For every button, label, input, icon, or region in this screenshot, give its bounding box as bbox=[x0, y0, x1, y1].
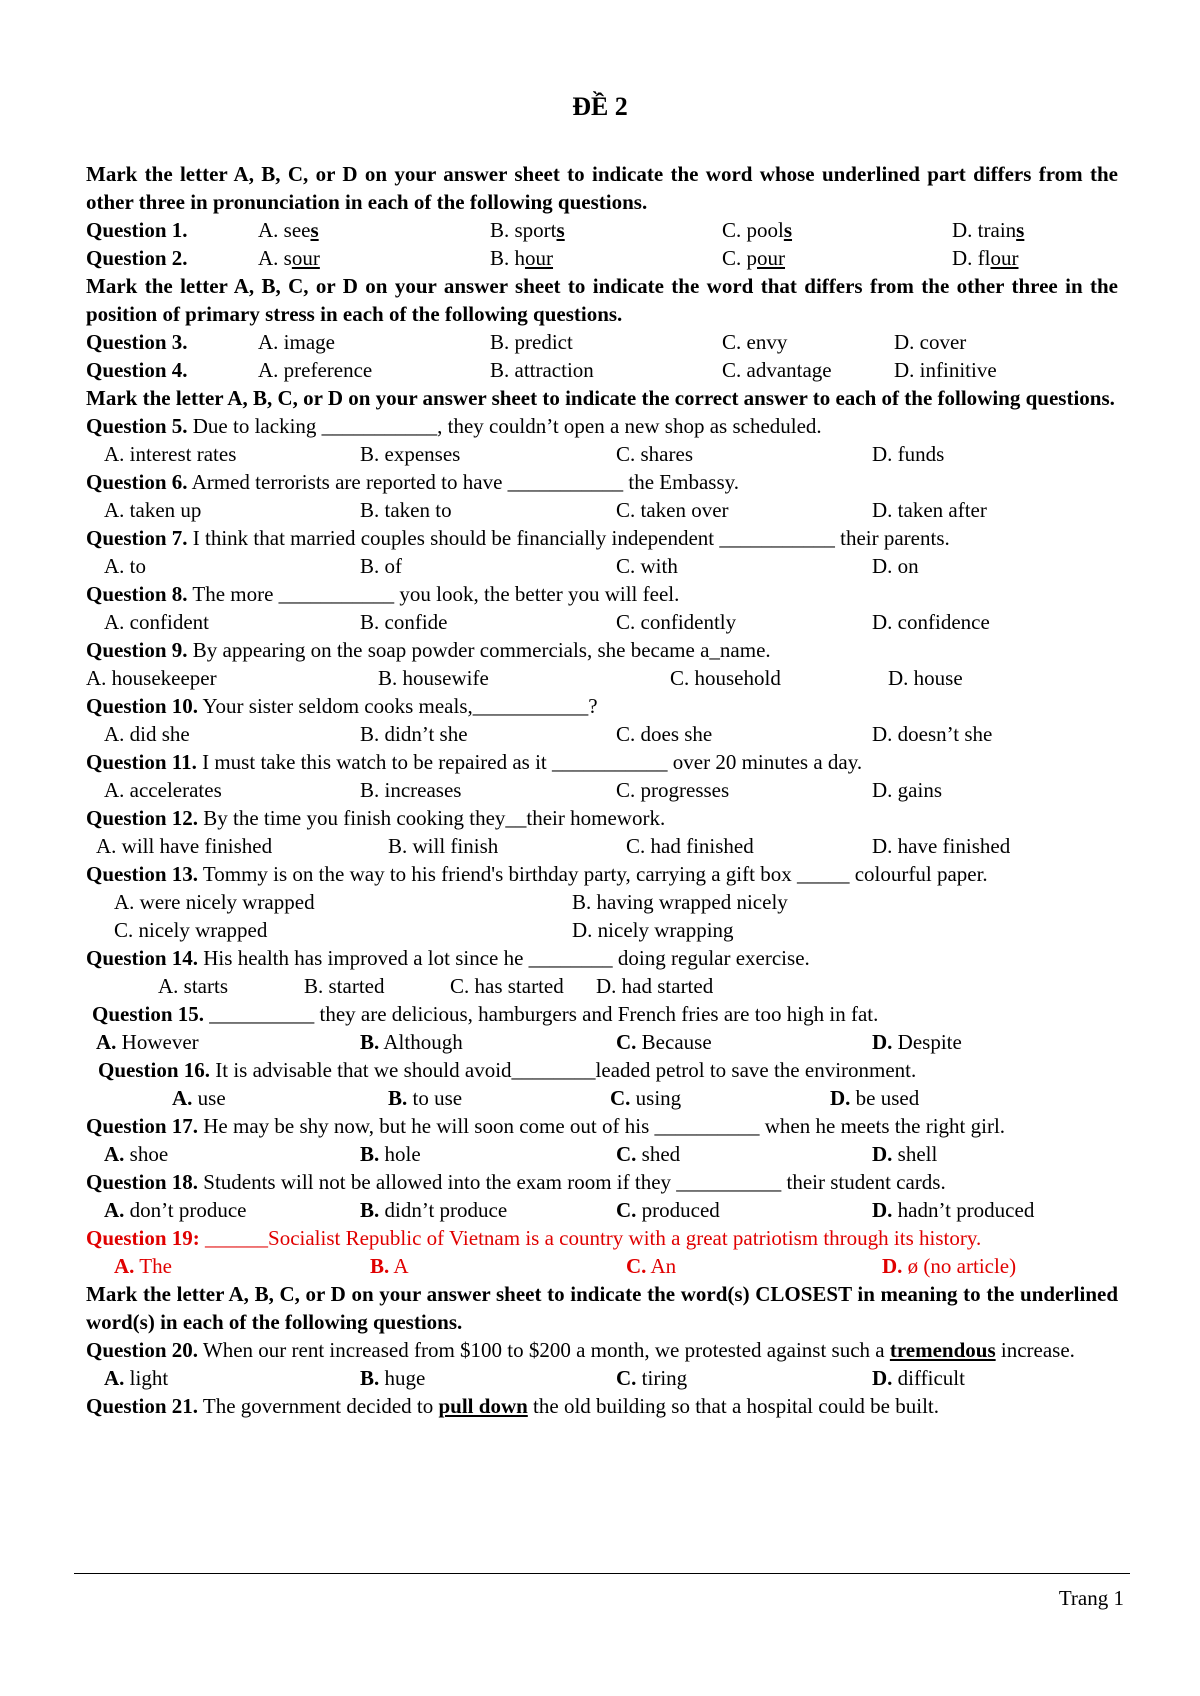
option-a[interactable]: A. did she bbox=[104, 722, 190, 746]
option-d[interactable]: D. ø (no article) bbox=[882, 1254, 1017, 1278]
option-d[interactable]: D. difficult bbox=[872, 1366, 965, 1390]
question-18: Question 18. Students will not be allowed into the exam room if they __________ their student cards. bbox=[86, 1170, 946, 1194]
option-d[interactable]: D. flour bbox=[952, 246, 1019, 270]
instruction-correct-answer: Mark the letter A, B, C, or D on your answer sheet to indicate the correct answer to each of the following questions. bbox=[86, 386, 1115, 410]
question-16-options bbox=[86, 1084, 1118, 1112]
question-7: Question 7. I think that married couples should be financially independent ___________ their parents. bbox=[86, 526, 950, 550]
question-7-options bbox=[86, 552, 1118, 580]
option-c[interactable]: C. confidently bbox=[616, 610, 737, 634]
option-b[interactable]: B. confide bbox=[360, 610, 448, 634]
question-13: Question 13. Tommy is on the way to his friend's birthday party, carrying a gift box _____ colourful paper. bbox=[86, 862, 988, 886]
option-d[interactable]: D. house bbox=[888, 666, 963, 690]
option-d[interactable]: D. have finished bbox=[872, 834, 1011, 858]
option-c[interactable]: C. pour bbox=[722, 246, 786, 270]
option-c[interactable]: C. taken over bbox=[616, 498, 729, 522]
option-d[interactable]: D. had started bbox=[596, 974, 714, 998]
question-6-options bbox=[86, 496, 1118, 524]
question-10: Question 10. Your sister seldom cooks meals,___________? bbox=[86, 694, 598, 718]
option-b[interactable]: B. predict bbox=[490, 330, 573, 354]
question-2: Question 2. A. sour B. hour C. pour D. flour bbox=[86, 246, 1019, 270]
option-c[interactable]: C. household bbox=[670, 666, 781, 690]
option-c[interactable]: C. progresses bbox=[616, 778, 730, 802]
option-c[interactable]: C. with bbox=[616, 554, 678, 578]
question-16: Question 16. It is advisable that we should avoid________leaded petrol to save the environment. bbox=[98, 1058, 917, 1082]
footer-divider bbox=[74, 1573, 1130, 1574]
option-d[interactable]: D. taken after bbox=[872, 498, 987, 522]
option-b[interactable]: B. housewife bbox=[378, 666, 489, 690]
question-5-options bbox=[86, 440, 1118, 468]
option-d[interactable]: D. confidence bbox=[872, 610, 990, 634]
option-c[interactable]: C. shares bbox=[616, 442, 693, 466]
question-15-options bbox=[86, 1028, 1118, 1056]
option-a[interactable]: A. were nicely wrapped bbox=[114, 890, 315, 914]
option-b[interactable]: B. expenses bbox=[360, 442, 461, 466]
option-c[interactable]: C. nicely wrapped bbox=[114, 918, 268, 942]
question-8: Question 8. The more ___________ you look, the better you will feel. bbox=[86, 582, 680, 606]
option-d[interactable]: D. Despite bbox=[872, 1030, 962, 1054]
option-d[interactable]: D. hadn’t produced bbox=[872, 1198, 1035, 1222]
option-d[interactable]: D. nicely wrapping bbox=[572, 918, 734, 942]
question-12-options bbox=[86, 832, 1118, 860]
question-6: Question 6. Armed terrorists are reported to have ___________ the Embassy. bbox=[86, 470, 740, 494]
exam-content bbox=[86, 160, 1118, 1420]
option-b[interactable]: B. hour bbox=[490, 246, 554, 270]
option-a[interactable]: A. taken up bbox=[104, 498, 202, 522]
question-1: Question 1. A. sees B. sports C. pools D. trains bbox=[86, 218, 1025, 242]
option-b[interactable]: B. hole bbox=[360, 1142, 421, 1166]
option-a[interactable]: A. will have finished bbox=[96, 834, 273, 858]
question-5: Question 5. Due to lacking ___________, they couldn’t open a new shop as scheduled. bbox=[86, 414, 822, 438]
instruction-pronunciation: Mark the letter A, B, C, or D on your answer sheet to indicate the word whose underlined part differs from the other three in pronunciation in each of the following questions. bbox=[86, 162, 1118, 214]
question-3: Question 3. A. image B. predict C. envy D. cover bbox=[86, 330, 967, 354]
question-13-options-ab bbox=[86, 888, 1118, 916]
question-11: Question 11. I must take this watch to be repaired as it ___________ over 20 minutes a day. bbox=[86, 750, 863, 774]
option-a[interactable]: A. housekeeper bbox=[86, 666, 217, 690]
question-17-options bbox=[86, 1140, 1118, 1168]
option-b[interactable]: B. of bbox=[360, 554, 402, 578]
option-a[interactable]: A. use bbox=[172, 1086, 226, 1110]
option-a[interactable]: A. don’t produce bbox=[104, 1198, 247, 1222]
option-b[interactable]: B. didn’t produce bbox=[360, 1198, 508, 1222]
option-b[interactable]: B. to use bbox=[388, 1086, 463, 1110]
option-b[interactable]: B. Although bbox=[360, 1030, 463, 1054]
question-4: Question 4. A. preference B. attraction C. advantage D. infinitive bbox=[86, 358, 997, 382]
option-c[interactable]: C. envy bbox=[722, 330, 788, 354]
question-11-options bbox=[86, 776, 1118, 804]
option-b[interactable]: B. increases bbox=[360, 778, 462, 802]
option-b[interactable]: B. will finish bbox=[388, 834, 499, 858]
option-d[interactable]: D. trains bbox=[952, 218, 1025, 242]
question-15: Question 15. __________ they are delicious, hamburgers and French fries are too high in fat. bbox=[92, 1002, 879, 1026]
option-a[interactable]: A. shoe bbox=[104, 1142, 169, 1166]
option-c[interactable]: C. tiring bbox=[616, 1366, 688, 1390]
option-d[interactable]: D. shell bbox=[872, 1142, 938, 1166]
question-21: Question 21. The government decided to pull down the old building so that a hospital could be built. bbox=[86, 1394, 939, 1418]
option-a[interactable]: A. light bbox=[104, 1366, 169, 1390]
question-19: Question 19: ______Socialist Republic of Vietnam is a country with a great patriotism through its history. bbox=[86, 1226, 982, 1250]
option-b[interactable]: B. taken to bbox=[360, 498, 452, 522]
option-a[interactable]: A. The bbox=[114, 1254, 172, 1278]
option-d[interactable]: D. infinitive bbox=[894, 358, 997, 382]
option-c[interactable]: C. shed bbox=[616, 1142, 681, 1166]
option-a[interactable]: A. interest rates bbox=[104, 442, 237, 466]
question-14-options bbox=[86, 972, 1118, 1000]
option-a[interactable]: A. preference bbox=[258, 358, 373, 382]
option-b[interactable]: B. started bbox=[304, 974, 385, 998]
option-c[interactable]: C. had finished bbox=[626, 834, 754, 858]
question-19-options bbox=[86, 1252, 1118, 1280]
question-9: Question 9. By appearing on the soap powder commercials, she became a_name. bbox=[86, 638, 771, 662]
option-c[interactable]: C. produced bbox=[616, 1198, 720, 1222]
question-18-options bbox=[86, 1196, 1118, 1224]
question-20: Question 20. When our rent increased from $100 to $200 a month, we protested against such a tremendous increase. bbox=[86, 1338, 1075, 1362]
option-b[interactable]: B. attraction bbox=[490, 358, 594, 382]
option-b[interactable]: B. sports bbox=[490, 218, 565, 242]
option-b[interactable]: B. A bbox=[370, 1254, 409, 1278]
option-b[interactable]: B. didn’t she bbox=[360, 722, 468, 746]
option-c[interactable]: C. pools bbox=[722, 218, 793, 242]
option-a[interactable]: A. starts bbox=[158, 974, 228, 998]
option-a[interactable]: A. However bbox=[96, 1030, 199, 1054]
question-9-options bbox=[86, 664, 1118, 692]
instruction-closest-meaning: Mark the letter A, B, C, or D on your answer sheet to indicate the word(s) CLOSEST in meaning to the underlined word(s) in each of the following questions. bbox=[86, 1282, 1118, 1334]
option-d[interactable]: D. cover bbox=[894, 330, 967, 354]
option-a[interactable]: A. accelerates bbox=[104, 778, 222, 802]
question-17: Question 17. He may be shy now, but he will soon come out of his __________ when he meets the right girl. bbox=[86, 1114, 1006, 1138]
instruction-stress: Mark the letter A, B, C, or D on your answer sheet to indicate the word that differs from the other three in the position of primary stress in each of the following questions. bbox=[86, 274, 1118, 326]
option-d[interactable]: D. doesn’t she bbox=[872, 722, 993, 746]
option-a[interactable]: A. confident bbox=[104, 610, 209, 634]
option-c[interactable]: C. using bbox=[610, 1086, 682, 1110]
question-8-options bbox=[86, 608, 1118, 636]
question-10-options bbox=[86, 720, 1118, 748]
question-14: Question 14. His health has improved a lot since he ________ doing regular exercise. bbox=[86, 946, 810, 970]
option-c[interactable]: C. does she bbox=[616, 722, 713, 746]
page-title: ĐỀ 2 bbox=[572, 92, 628, 121]
question-20-options bbox=[86, 1364, 1118, 1392]
option-d[interactable]: D. on bbox=[872, 554, 919, 578]
option-c[interactable]: C. advantage bbox=[722, 358, 832, 382]
option-d[interactable]: D. gains bbox=[872, 778, 942, 802]
option-a[interactable]: A. sour bbox=[258, 246, 320, 270]
option-a[interactable]: A. image bbox=[258, 330, 335, 354]
question-13-options-cd bbox=[86, 916, 1118, 944]
option-d[interactable]: D. be used bbox=[830, 1086, 920, 1110]
option-c[interactable]: C. Because bbox=[616, 1030, 712, 1054]
option-c[interactable]: C. An bbox=[626, 1254, 677, 1278]
option-d[interactable]: D. funds bbox=[872, 442, 945, 466]
page-number: Trang 1 bbox=[1058, 1586, 1124, 1610]
option-b[interactable]: B. having wrapped nicely bbox=[572, 890, 788, 914]
option-a[interactable]: A. to bbox=[104, 554, 146, 578]
option-b[interactable]: B. huge bbox=[360, 1366, 426, 1390]
option-c[interactable]: C. has started bbox=[450, 974, 564, 998]
question-12: Question 12. By the time you finish cooking they__their homework. bbox=[86, 806, 666, 830]
option-a[interactable]: A. sees bbox=[258, 218, 319, 242]
